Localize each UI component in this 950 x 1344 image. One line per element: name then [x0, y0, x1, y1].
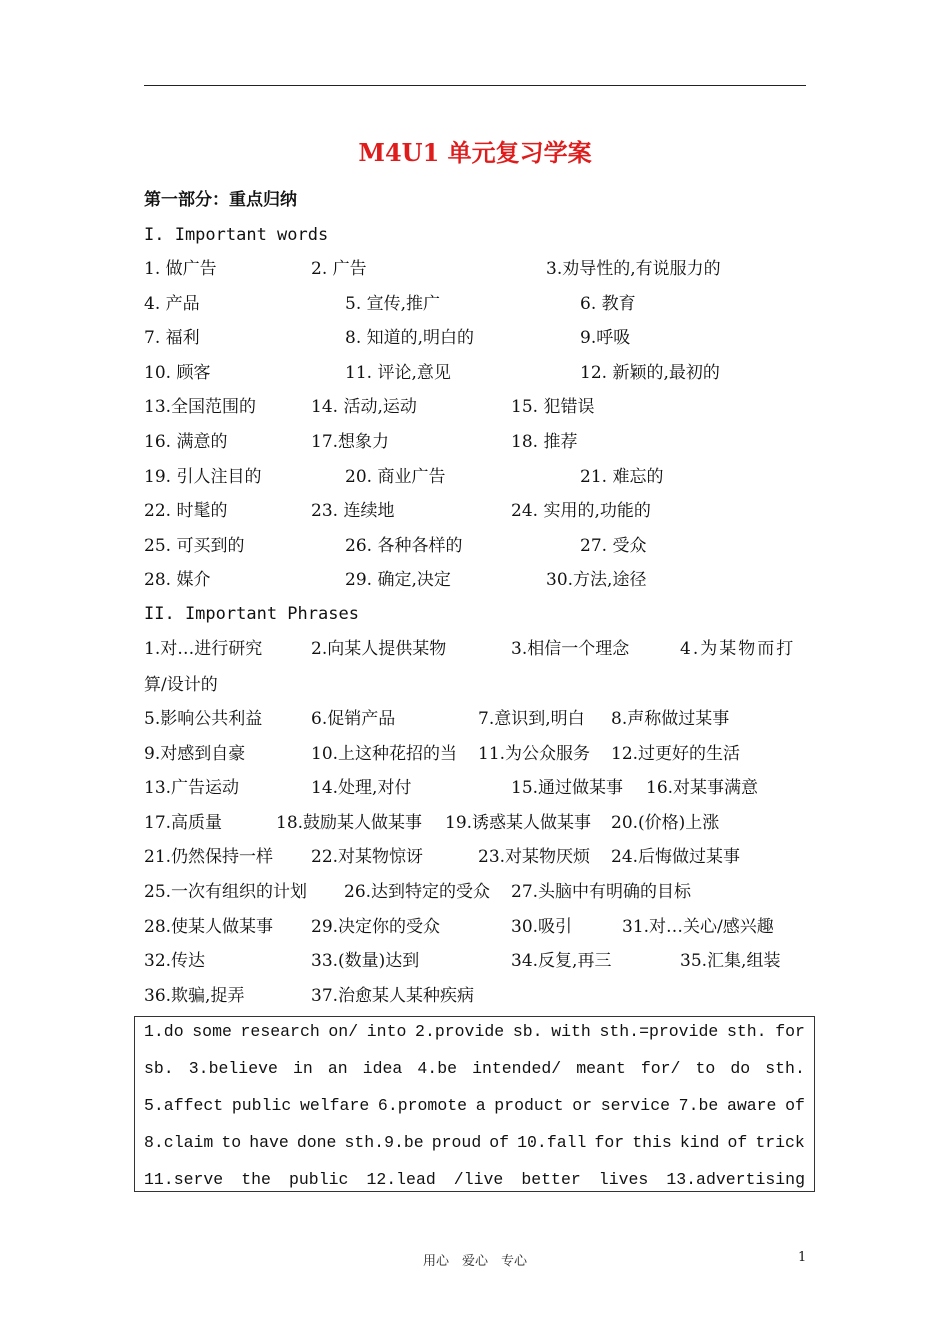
word-item: 9.呼吸 [580, 328, 631, 349]
page-number: 1 [798, 1250, 807, 1265]
phrase-item: 16.对某事满意 [646, 778, 759, 799]
word-item: 25. 可买到的 [144, 535, 245, 556]
answer-line: 8.claim to have done sth.9.be proud of 10.fall for this kind of trick [144, 1133, 805, 1152]
phrase-item: 29.决定你的受众 [311, 916, 441, 937]
word-item: 16. 满意的 [144, 432, 228, 452]
word-item: 12. 新颖的,最初的 [580, 362, 720, 383]
phrase-item: 2.向某人提供某物 [311, 639, 447, 659]
word-item: 20. 商业广告 [345, 466, 446, 487]
phrase-item: 35.汇集,组装 [680, 951, 781, 972]
word-item: 13.全国范围的 [144, 397, 257, 418]
word-item: 30.方法,途径 [546, 570, 647, 591]
phrase-item: 12.过更好的生活 [611, 743, 741, 764]
phrases-heading: II. Important Phrases [144, 604, 359, 624]
phrase-item: 27.头脑中有明确的目标 [511, 882, 692, 902]
word-item: 24. 实用的,功能的 [511, 501, 651, 522]
word-item: 14. 活动,运动 [311, 397, 417, 418]
phrase-item: 6.促销产品 [311, 709, 396, 729]
word-item: 5. 宣传,推广 [345, 293, 441, 314]
word-item: 8. 知道的,明白的 [345, 328, 475, 349]
words-heading: I. Important words [144, 225, 329, 245]
word-item: 23. 连续地 [311, 501, 395, 522]
phrase-item: 37.治愈某人某种疾病 [311, 985, 475, 1006]
phrase-item: 15.通过做某事 [511, 778, 624, 799]
word-item: 15. 犯错误 [511, 397, 595, 418]
phrase-item: 4.为某物而打 [680, 639, 796, 659]
word-item: 6. 教育 [580, 293, 636, 314]
phrase-item: 8.声称做过某事 [611, 709, 730, 729]
word-item: 28. 媒介 [144, 570, 211, 591]
word-item: 22. 时髦的 [144, 501, 228, 522]
phrase-item: 10.上这种花招的当 [311, 743, 458, 764]
answer-line: 1.do some research on/ into 2.provide sb. with sth.=provide sth. for [144, 1022, 805, 1041]
word-item: 26. 各种各样的 [345, 535, 463, 556]
word-item: 29. 确定,决定 [345, 570, 451, 591]
word-item: 27. 受众 [580, 535, 647, 556]
answer-line: 5.affect public welfare 6.promote a product or service 7.be aware of [144, 1096, 805, 1115]
phrase-item: 26.达到特定的受众 [344, 882, 491, 902]
word-item: 1. 做广告 [144, 259, 217, 279]
phrase-item: 22.对某物惊讶 [311, 847, 424, 868]
word-item: 4. 产品 [144, 293, 200, 314]
phrase-item: 9.对感到自豪 [144, 743, 246, 764]
answer-line: sb. 3.believe in an idea 4.be intended/ meant for/ to do sth. [144, 1059, 805, 1078]
footer-slogan: 用心 爱心 专心 [422, 1254, 527, 1269]
phrase-item: 5.影响公共利益 [144, 709, 263, 729]
phrase-item: 25.一次有组织的计划 [144, 882, 308, 902]
phrase-item: 36.欺骗,捉弄 [144, 985, 245, 1006]
phrase-item: 34.反复,再三 [511, 951, 612, 972]
phrase-item: 19.诱惑某人做某事 [445, 812, 592, 833]
answer-line: 11.serve the public 12.lead /live better lives 13.advertising [144, 1170, 805, 1189]
phrase-item: 21.仍然保持一样 [144, 847, 274, 868]
phrase-item: 11.为公众服务 [478, 743, 591, 764]
word-item: 11. 评论,意见 [345, 362, 451, 383]
phrase-item: 17.高质量 [144, 812, 223, 833]
phrase-item: 33.(数量)达到 [311, 951, 420, 972]
word-item: 10. 顾客 [144, 362, 211, 383]
phrase-item: 30.吸引 [511, 916, 573, 937]
phrase-item: 24.后悔做过某事 [611, 847, 741, 868]
phrase-continuation: 算/设计的 [144, 675, 218, 695]
part1-heading: 第一部分：重点归纳 [144, 190, 297, 210]
phrase-item: 3.相信一个理念 [511, 639, 630, 659]
phrase-item: 7.意识到,明白 [478, 709, 585, 729]
phrase-item: 1.对…进行研究 [144, 639, 263, 659]
answer-box [134, 1016, 815, 1192]
word-item: 3.劝导性的,有说服力的 [546, 259, 721, 279]
phrase-item: 18.鼓励某人做某事 [276, 812, 423, 833]
header-rule [144, 85, 806, 86]
word-item: 7. 福利 [144, 328, 200, 349]
word-item: 21. 难忘的 [580, 466, 664, 487]
phrase-item: 31.对…关心/感兴趣 [622, 916, 774, 937]
phrase-item: 28.使某人做某事 [144, 916, 274, 937]
word-item: 18. 推荐 [511, 432, 578, 452]
word-item: 19. 引人注目的 [144, 466, 262, 487]
word-item: 2. 广告 [311, 259, 367, 279]
phrase-item: 20.(价格)上涨 [611, 812, 720, 833]
page-title: M4U1 单元复习学案 [358, 138, 592, 167]
phrase-item: 23.对某物厌烦 [478, 847, 591, 868]
phrase-item: 13.广告运动 [144, 778, 240, 799]
phrase-item: 32.传达 [144, 951, 206, 972]
phrase-item: 14.处理,对付 [311, 778, 412, 799]
word-item: 17.想象力 [311, 432, 390, 452]
